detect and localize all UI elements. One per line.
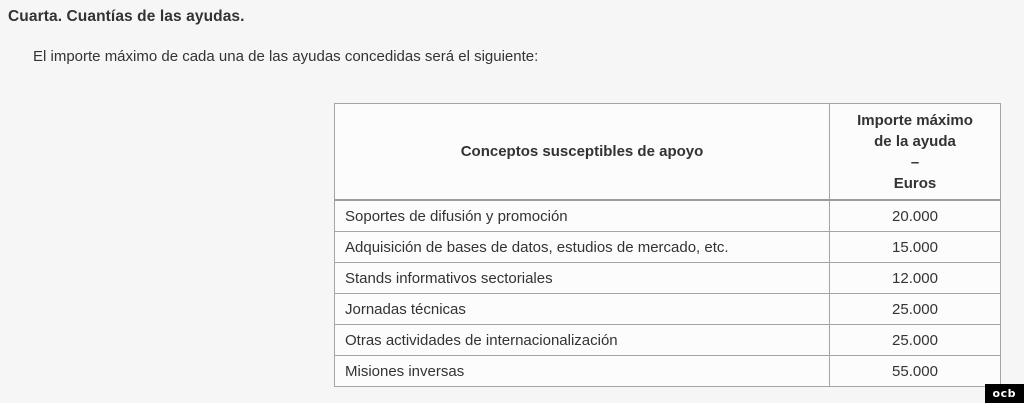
concept-cell: Misiones inversas [335, 356, 830, 387]
table-header-row [335, 104, 1001, 201]
concept-cell: Adquisición de bases de datos, estudios de mercado, etc. [335, 232, 830, 263]
section-heading: Cuarta. Cuantías de las ayudas. [8, 8, 245, 25]
amount-header-line-1: Importe máximo [857, 111, 973, 129]
table-row [335, 294, 1001, 325]
column-header-amount [830, 104, 1001, 201]
amount-cell: 25.000 [830, 325, 1001, 356]
concept-cell: Otras actividades de internacionalización [335, 325, 830, 356]
amount-cell: 55.000 [830, 356, 1001, 387]
amount-cell: 25.000 [830, 294, 1001, 325]
concept-cell: Stands informativos sectoriales [335, 263, 830, 294]
table-row [335, 325, 1001, 356]
table-row [335, 232, 1001, 263]
column-header-concepts: Conceptos susceptibles de apoyo [335, 104, 830, 201]
concept-cell: Jornadas técnicas [335, 294, 830, 325]
amount-cell: 12.000 [830, 263, 1001, 294]
amount-header-dash: – [910, 153, 920, 171]
table-row [335, 263, 1001, 294]
amount-header-line-2: de la ayuda [874, 132, 956, 150]
table-row [335, 200, 1001, 232]
amount-cell: 20.000 [830, 200, 1001, 232]
aid-amounts-table [334, 103, 1001, 387]
amount-cell: 15.000 [830, 232, 1001, 263]
intro-paragraph: El importe máximo de cada una de las ayudas concedidas será el siguiente: [33, 48, 539, 65]
concept-cell: Soportes de difusión y promoción [335, 200, 830, 232]
ocb-watermark: ocb [985, 384, 1024, 403]
amount-header-line-4: Euros [893, 174, 937, 192]
table-row [335, 356, 1001, 387]
